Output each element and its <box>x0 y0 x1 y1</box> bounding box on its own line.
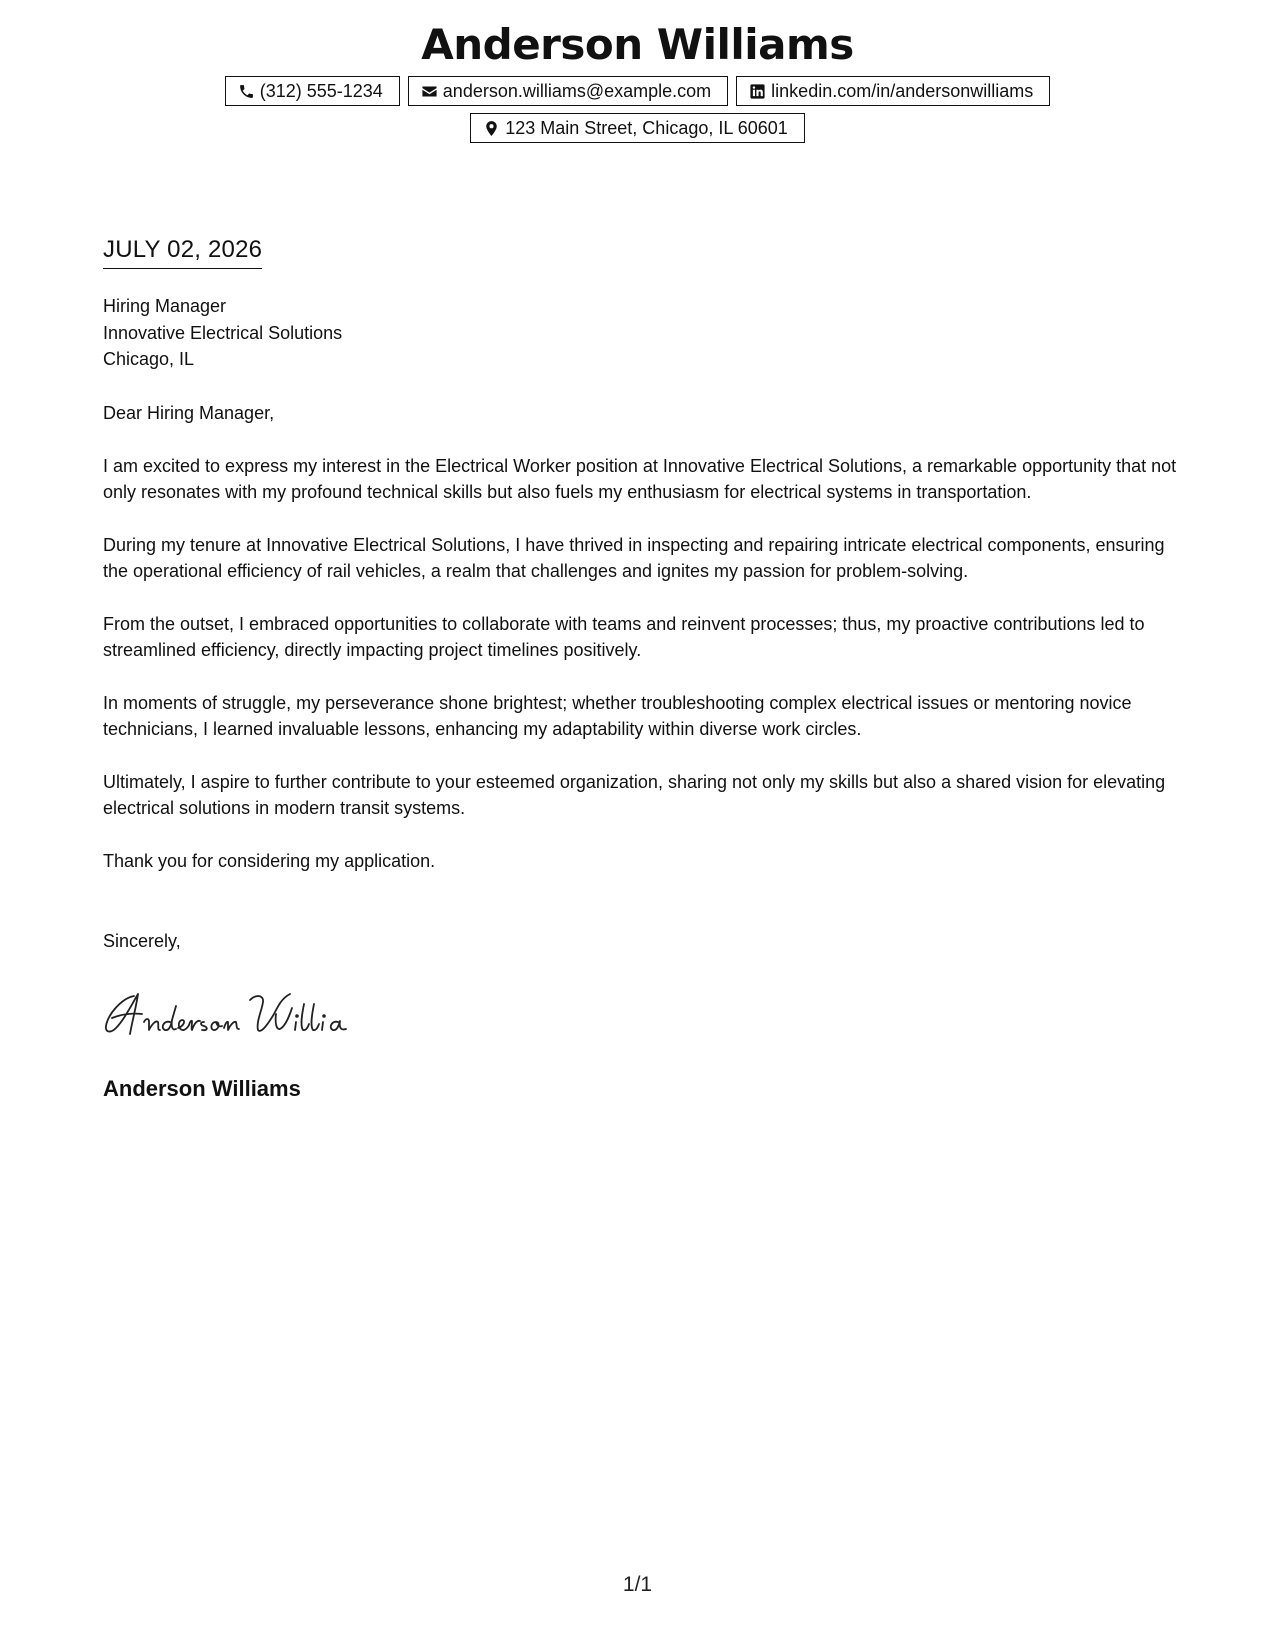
address-text: 123 Main Street, Chicago, IL 60601 <box>505 118 788 138</box>
linkedin-text: linkedin.com/in/andersonwilliams <box>771 81 1034 101</box>
handwritten-signature <box>100 984 370 1040</box>
recipient-location: Chicago, IL <box>103 349 195 369</box>
email-text: anderson.williams@example.com <box>442 81 712 101</box>
envelope-icon <box>421 83 438 100</box>
salutation: Dear Hiring Manager, <box>103 403 275 423</box>
recipient-block <box>103 293 342 373</box>
body-paragraph: In moments of struggle, my perseverance shone brightest; whether troubleshooting complex electrical issues or mentoring novice technicians, I learned invaluable lessons, enhancing my adaptability within diverse work circles. <box>103 692 1132 739</box>
date-block <box>103 235 262 269</box>
body-paragraph: I am excited to express my interest in the Electrical Worker position at Innovative Electrical Solutions, a remarkable opportunity that not only resonates with my profound technical skills but also fuels my enthusiasm for electrical systems in transportation. <box>103 455 1177 502</box>
closing-line: Thank you for considering my application. <box>103 850 436 871</box>
linkedin-chip[interactable] <box>736 76 1050 106</box>
address-chip[interactable] <box>470 113 805 143</box>
body-paragraph: During my tenure at Innovative Electrical Solutions, I have thrived in inspecting and repairing intricate electrical components, ensuring the operational efficiency of rail vehicles, a realm that challenges and ignites my passion for problem-solving. <box>103 534 1165 581</box>
map-pin-icon <box>483 120 500 137</box>
applicant-name: Anderson Williams <box>421 20 854 69</box>
signed-name: Anderson Williams <box>103 1076 301 1101</box>
letter-header <box>0 20 1275 143</box>
email-chip[interactable] <box>408 76 728 106</box>
phone-icon <box>238 83 255 100</box>
letter-body <box>103 400 1183 900</box>
signature-text: Anderson Willia <box>100 984 107 985</box>
contact-row-primary <box>0 76 1275 106</box>
letter-date: JULY 02, 2026 <box>103 235 262 269</box>
recipient-company: Innovative Electrical Solutions <box>103 322 343 343</box>
phone-chip[interactable] <box>225 76 400 106</box>
page-number: 1/1 <box>622 1573 653 1596</box>
linkedin-icon <box>749 83 766 100</box>
contact-row-secondary <box>0 113 1275 143</box>
body-paragraph: Ultimately, I aspire to further contribute to your esteemed organization, sharing not only my skills but also a shared vision for elevating electrical solutions in modern transit systems. <box>103 771 1166 818</box>
body-paragraph: From the outset, I embraced opportunities to collaborate with teams and reinvent processes; thus, my proactive contributions led to streamlined efficiency, directly impacting project timelines positively. <box>103 613 1145 660</box>
recipient-title: Hiring Manager <box>103 296 227 316</box>
signoff: Sincerely, <box>103 931 181 951</box>
phone-text: (312) 555-1234 <box>259 81 383 101</box>
